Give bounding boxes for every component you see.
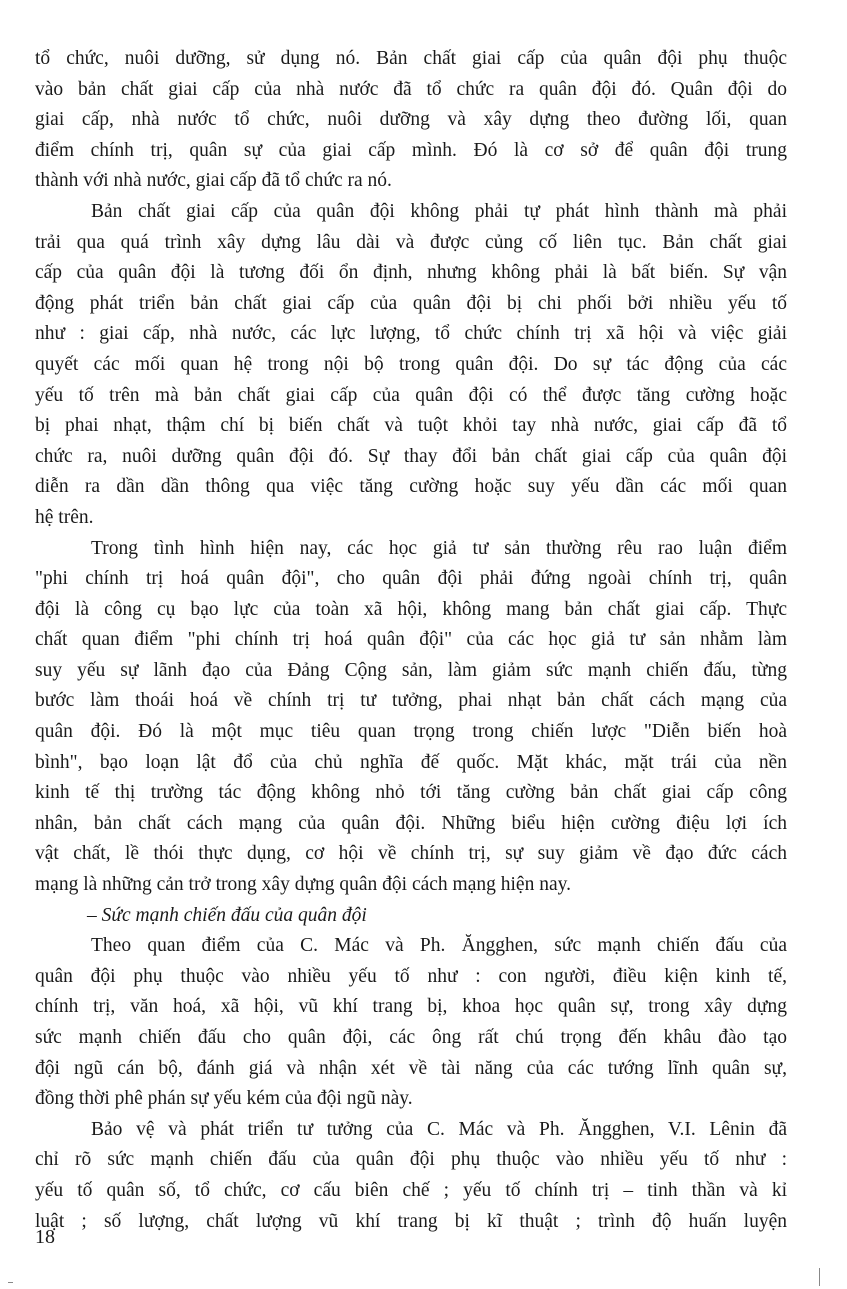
text-line: bình", bạo loạn lật đổ của chủ nghĩa đế quốc. Mặt khác, mặt trái của nền (35, 751, 787, 773)
paragraph-start-line: Theo quan điểm của C. Mác và Ph. Ăngghen, sức mạnh chiến đấu của (91, 935, 787, 957)
text-line: tổ chức, nuôi dưỡng, sử dụng nó. Bản chất giai cấp của quân đội phụ thuộc (35, 48, 787, 69)
text-line: vào bản chất giai cấp của nhà nước đã tổ chức ra quân đội đó. Quân đội do (35, 78, 787, 100)
text-line: trải qua quá trình xây dựng lâu dài và được củng cố liên tục. Bản chất giai (35, 231, 787, 253)
text-line: diễn ra dần dần thông qua việc tăng cường hoặc suy yếu dần các mối quan (35, 476, 787, 498)
text-line: bị phai nhạt, thậm chí bị biến chất và tuột khỏi tay nhà nước, giai cấp đã tổ (35, 415, 787, 437)
page-number: 18 (35, 1226, 55, 1248)
section-heading: – Sức mạnh chiến đấu của quân đội (87, 904, 367, 926)
paragraph-start-line: Trong tình hình hiện nay, các học giả tư sản thường rêu rao luận điểm (91, 537, 787, 559)
text-line: kinh tế thị trường tác động không nhỏ tới tăng cường bản chất giai cấp công (35, 782, 787, 804)
text-line: mạng là những cản trở trong xây dựng quân đội cách mạng hiện nay. (35, 874, 571, 896)
text-line: đội là công cụ bạo lực của toàn xã hội, không mang bản chất giai cấp. Thực (35, 598, 787, 620)
paragraph-start-line: Bảo vệ và phát triển tư tưởng của C. Mác và Ph. Ăngghen, V.I. Lênin đã (91, 1118, 787, 1140)
text-line: đồng thời phê phán sự yếu kém của đội ngũ này. (35, 1088, 413, 1110)
text-line: thành với nhà nước, giai cấp đã tổ chức ra nó. (35, 170, 392, 192)
text-line: chính trị, văn hoá, xã hội, vũ khí trang bị, khoa học quân sự, trong xây dựng (35, 996, 787, 1018)
text-line: hệ trên. (35, 506, 94, 528)
text-line: chỉ rõ sức mạnh chiến đấu của quân đội phụ thuộc vào nhiều yếu tố như : (35, 1149, 787, 1171)
text-line: quyết các mối quan hệ trong nội bộ trong quân đội. Do sự tác động của các (35, 353, 787, 375)
text-line: bước làm thoái hoá về chính trị tư tưởng, phai nhạt bản chất cách mạng của (35, 690, 787, 712)
text-line: đội ngũ cán bộ, đánh giá và nhận xét về tài năng của các tướng lĩnh quân sự, (35, 1057, 787, 1079)
text-line: quân đội phụ thuộc vào nhiều yếu tố như : con người, điều kiện kinh tế, (35, 965, 787, 987)
text-line: chất quan điểm "phi chính trị hoá quân đội" của các học giả tư sản nhằm làm (35, 629, 787, 651)
text-line: cấp của quân đội là tương đối ổn định, nhưng không phải là bất biến. Sự vận (35, 262, 787, 284)
text-line: sức mạnh chiến đấu cho quân đội, các ông rất chú trọng đến khâu đào tạo (35, 1027, 787, 1048)
scan-edge-mark (819, 1268, 820, 1286)
text-line: quân đội. Đó là một mục tiêu quan trọng trong chiến lược "Diễn biến hoà (35, 721, 787, 743)
body-text (35, 44, 787, 1237)
text-line: "phi chính trị hoá quân đội", cho quân đội phải đứng ngoài chính trị, quân (35, 568, 787, 590)
text-line: yếu tố quân số, tổ chức, cơ cấu biên chế ; yếu tố chính trị – tinh thần và kỉ (35, 1179, 787, 1201)
text-line: động phát triển bản chất giai cấp của quân đội bị chi phối bởi nhiều yếu tố (35, 292, 787, 314)
text-line: luật ; số lượng, chất lượng vũ khí trang bị kĩ thuật ; trình độ huấn luyện (35, 1210, 787, 1232)
text-line: điểm chính trị, quân sự của giai cấp mình. Đó là cơ sở để quân đội trung (35, 139, 787, 161)
text-line: nhân, bản chất cách mạng của quân đội. Những biểu hiện cường điệu lợi ích (35, 812, 787, 834)
text-line: giai cấp, nhà nước tổ chức, nuôi dưỡng và xây dựng theo đường lối, quan (35, 109, 787, 131)
paragraph-start-line: Bản chất giai cấp của quân đội không phải tự phát hình thành mà phải (91, 200, 787, 222)
text-line: suy yếu sự lãnh đạo của Đảng Cộng sản, làm giảm sức mạnh chiến đấu, từng (35, 659, 787, 681)
text-line: vật chất, lề thói thực dụng, cơ hội về chính trị, sự suy giảm về đạo đức cách (35, 843, 787, 865)
text-line: như : giai cấp, nhà nước, các lực lượng, tổ chức chính trị xã hội và việc giải (35, 323, 787, 345)
text-line: chức ra, nuôi dưỡng quân đội đó. Sự thay đổi bản chất giai cấp của quân đội (35, 445, 787, 467)
text-line: yếu tố trên mà bản chất giai cấp của quân đội có thể được tăng cường hoặc (35, 384, 787, 406)
scan-edge-mark (8, 1282, 13, 1283)
